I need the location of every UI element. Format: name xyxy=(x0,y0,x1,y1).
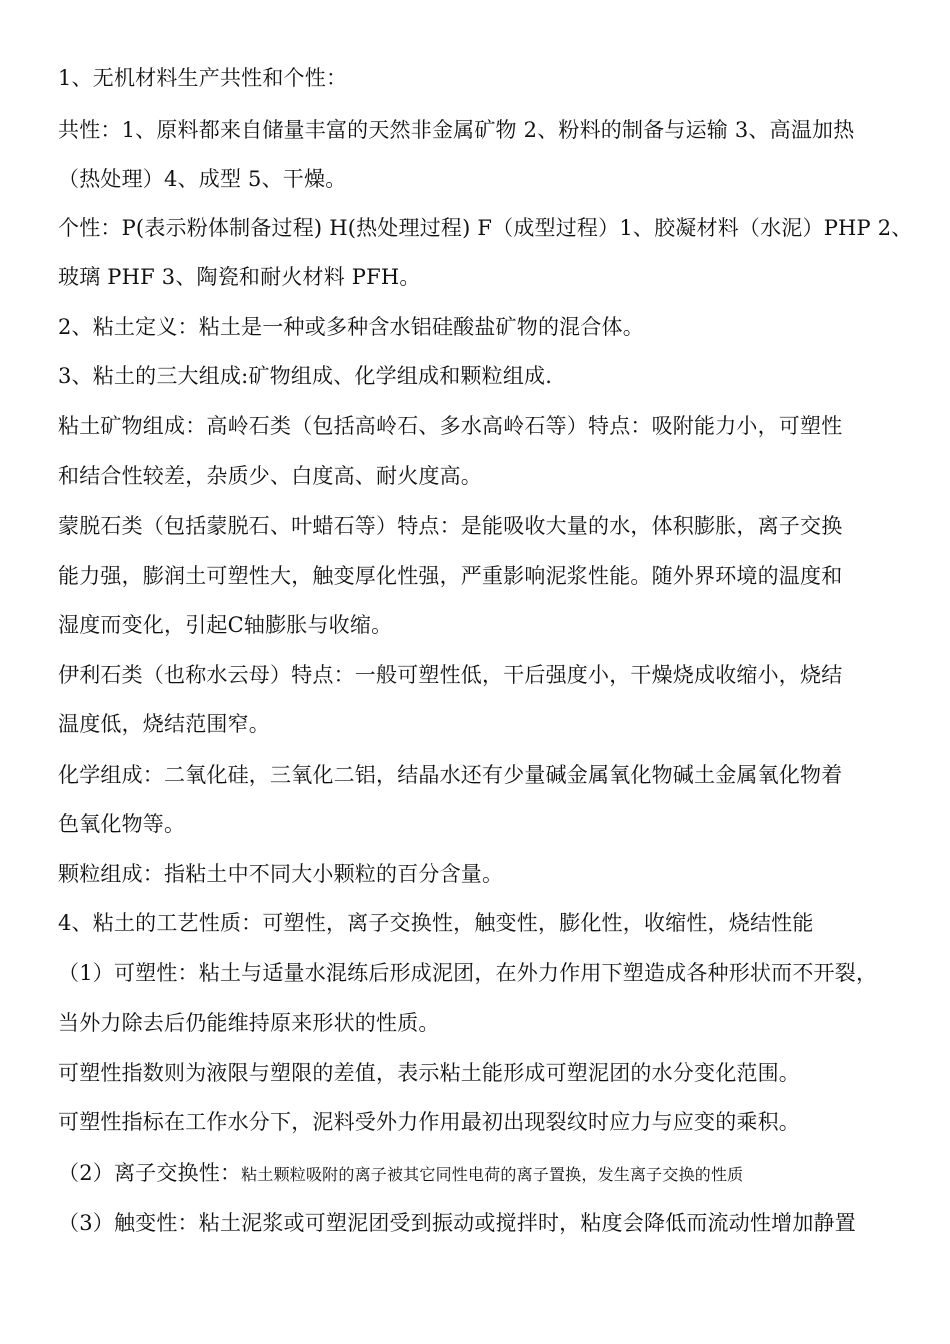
paragraph-line: （1）可塑性：粘土与适量水混练后形成泥团，在外力作用下塑造成各种形状而不开裂， xyxy=(58,961,878,985)
paragraph-line: 湿度而变化，引起C轴膨胀与收缩。 xyxy=(58,613,393,637)
paragraph-line: 色氧化物等。 xyxy=(58,812,186,836)
paragraph-line: 共性：1、原料都来自储量丰富的天然非金属矿物 2、粉料的制备与运输 3、高温加热 xyxy=(58,118,855,142)
ion-exchange-label: （2）离子交换性： xyxy=(58,1161,242,1185)
paragraph-line: 伊利石类（也称水云母）特点：一般可塑性低，干后强度小，干燥烧成收缩小，烧结 xyxy=(58,663,843,687)
paragraph-line: 可塑性指标在工作水分下，泥料受外力作用最初出现裂纹时应力与应变的乘积。 xyxy=(58,1110,800,1134)
paragraph-line: 蒙脱石类（包括蒙脱石、叶蜡石等）特点：是能吸收大量的水，体积膨胀，离子交换 xyxy=(58,514,843,538)
paragraph-line: 当外力除去后仍能维持原来形状的性质。 xyxy=(58,1011,440,1035)
paragraph-line xyxy=(58,1158,908,1190)
paragraph-line: 个性：P(表示粉体制备过程) H(热处理过程) F（成型过程）1、胶凝材料（水泥）PHP 2、 xyxy=(58,216,913,240)
heading-3: 3、粘土的三大组成:矿物组成、化学组成和颗粒组成. xyxy=(58,364,553,388)
paragraph-line: 和结合性较差，杂质少、白度高、耐火度高。 xyxy=(58,464,482,488)
paragraph-line: （热处理）4、成型 5、干燥。 xyxy=(58,167,347,191)
ion-exchange-definition: 粘土颗粒吸附的离子被其它同性电荷的离子置换，发生离子交换的性质 xyxy=(241,1165,744,1184)
paragraph-line: 玻璃 PHF 3、陶瓷和耐火材料 PFH。 xyxy=(58,265,421,289)
paragraph-line: 能力强，膨润土可塑性大，触变厚化性强，严重影响泥浆性能。随外界环境的温度和 xyxy=(58,564,843,588)
paragraph-line: 可塑性指数则为液限与塑限的差值，表示粘土能形成可塑泥团的水分变化范围。 xyxy=(58,1061,800,1085)
paragraph-line: 温度低，烧结范围窄。 xyxy=(58,712,270,736)
heading-2: 2、粘土定义：粘土是一种或多种含水铝硅酸盐矿物的混合体。 xyxy=(58,315,644,339)
paragraph-line: 粘土矿物组成：高岭石类（包括高岭石、多水高岭石等）特点：吸附能力小，可塑性 xyxy=(58,414,843,438)
heading-4: 4、粘土的工艺性质：可塑性，离子交换性，触变性，膨化性，收缩性，烧结性能 xyxy=(58,911,814,935)
paragraph-line: （3）触变性：粘土泥浆或可塑泥团受到振动或搅拌时，粘度会降低而流动性增加静置 xyxy=(58,1211,856,1235)
paragraph-line: 颗粒组成：指粘土中不同大小颗粒的百分含量。 xyxy=(58,862,504,886)
heading-1: 1、无机材料生产共性和个性： xyxy=(58,66,348,90)
paragraph-line: 化学组成：二氧化硅，三氧化二铝，结晶水还有少量碱金属氧化物碱土金属氧化物着 xyxy=(58,763,843,787)
